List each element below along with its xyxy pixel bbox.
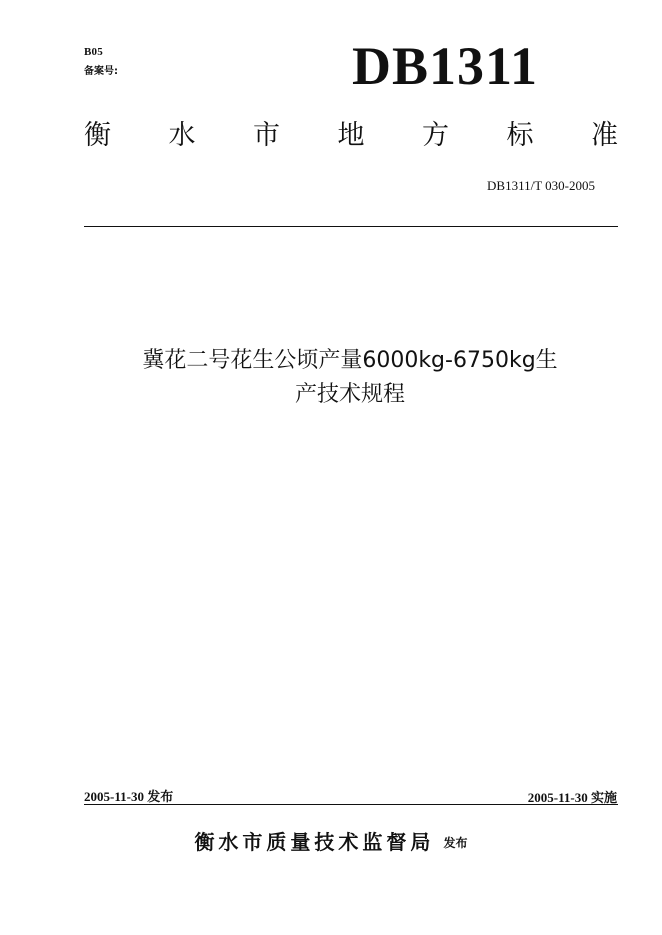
standard-number: DB1311/T 030-2005 [487,178,595,193]
top-divider [84,226,618,227]
issue-date: 2005-11-30 发布 [84,789,174,804]
document-title [60,344,640,412]
implementation-date: 2005-11-30 实施 [527,790,617,805]
publisher-name: 衡水市质量技术监督局 [194,830,435,854]
title-char: 准 [591,120,618,151]
document-title-line-1: 冀花二号花生公顷产量6000kg-6750kg生 [142,348,558,373]
title-char: 衡 [84,120,111,151]
standard-category-title [84,116,618,156]
title-char: 地 [337,120,365,151]
title-char: 水 [168,120,196,151]
title-char: 市 [253,120,280,151]
bottom-divider [84,804,618,805]
standard-code-heading: DB1311 [352,36,539,96]
title-char: 标 [506,120,534,151]
classification-code: B05 [84,46,103,58]
title-char: 方 [422,120,449,151]
record-number-label: 备案号: [84,66,118,77]
publisher-line [0,826,662,855]
document-title-line-2: 产技术规程 [294,382,405,407]
publish-label: 发布 [443,836,468,850]
